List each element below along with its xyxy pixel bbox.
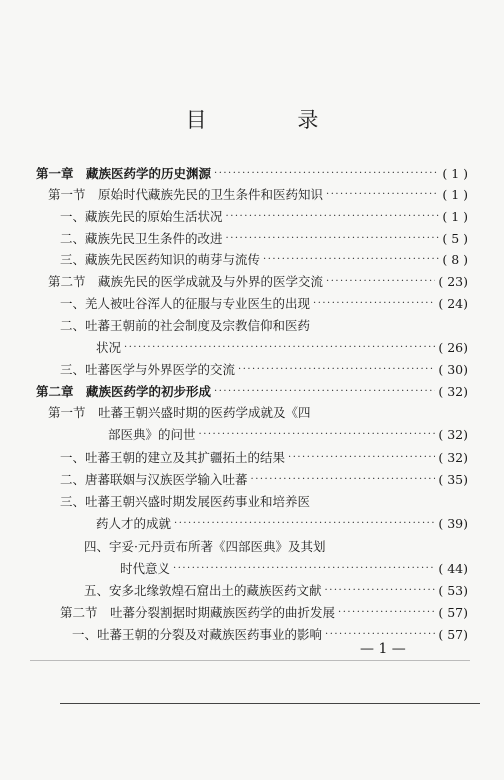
dot-leader [338, 605, 435, 621]
toc-entry [60, 231, 468, 247]
toc-entry [60, 209, 468, 225]
toc-entry-page: ( 30) [438, 362, 468, 377]
toc-entry-page: ( 44) [438, 561, 468, 576]
toc-entry-title: 时代意义 [120, 561, 171, 576]
toc-entry [84, 583, 468, 599]
dot-leader [326, 274, 435, 290]
dot-leader [288, 450, 435, 466]
dot-leader [124, 340, 435, 356]
toc-entry [48, 187, 468, 203]
dot-leader [214, 166, 439, 182]
toc-entry [96, 516, 468, 532]
dot-leader [313, 296, 435, 312]
toc-entry-title: 四、宇妥·元丹贡布所著《四部医典》及其划 [84, 539, 326, 554]
toc-entry [60, 318, 468, 334]
toc-entry [60, 494, 468, 510]
toc-entry [60, 296, 468, 312]
toc-entry [60, 472, 468, 488]
toc-entry [84, 539, 468, 555]
toc-entry-title: 第二节 吐蕃分裂割据时期藏族医药学的曲折发展 [60, 605, 336, 620]
toc-entry [72, 627, 468, 643]
dot-leader [238, 362, 435, 378]
toc-entry-page: ( 57) [438, 627, 468, 642]
dot-leader [326, 187, 439, 203]
toc-entry [108, 427, 468, 443]
toc-entry-title: 状况 [96, 340, 122, 355]
toc-entry-title: 一、藏族先民的原始生活状况 [60, 209, 223, 224]
toc-entry [48, 274, 468, 290]
toc-entry-title: 五、安多北缘敦煌石窟出土的藏族医药文献 [84, 583, 322, 598]
toc-entry-page: ( 23) [438, 274, 468, 289]
toc-entry-title: 一、吐蕃王朝的分裂及对藏族医药事业的影响 [72, 627, 323, 642]
toc-entry-title: 三、藏族先民医药知识的萌芽与流传 [60, 252, 261, 267]
scan-edge-line [60, 703, 480, 704]
toc-entry-title: 部医典》的问世 [108, 427, 196, 442]
toc-entry [60, 450, 468, 466]
dot-leader [214, 384, 435, 400]
toc-entry-page: ( 32) [438, 427, 468, 442]
toc-entry-title: 三、吐蕃医学与外界医学的交流 [60, 362, 236, 377]
dot-leader [263, 252, 439, 268]
toc-entry-page: ( 1 ) [442, 166, 468, 181]
toc-entry-page: ( 57) [438, 605, 468, 620]
toc-entry-page: ( 53) [438, 583, 468, 598]
toc-entry [60, 605, 468, 621]
toc-entry-page: ( 24) [438, 296, 468, 311]
toc-entry-title: 一、吐蕃王朝的建立及其扩疆拓土的结果 [60, 450, 286, 465]
toc-entry-page: ( 35) [438, 472, 468, 487]
toc-entry [48, 405, 468, 421]
toc-entry-title: 一、羌人被吐谷浑人的征服与专业医生的出现 [60, 296, 311, 311]
toc-entry [120, 561, 468, 577]
toc-entry-page: ( 32) [438, 384, 468, 399]
scan-edge-line [30, 660, 470, 661]
toc-entry-page: ( 26) [438, 340, 468, 355]
toc-entry-title: 第一章 藏族医药学的历史渊源 [36, 166, 212, 181]
dot-leader [199, 427, 436, 443]
toc-entry [36, 384, 468, 400]
toc-entry-title: 第一节 吐蕃王朝兴盛时期的医药学成就及《四 [48, 405, 311, 420]
toc-entry-title: 三、吐蕃王朝兴盛时期发展医药事业和培养医 [60, 494, 311, 509]
toc-entry-title: 第一节 原始时代藏族先民的卫生条件和医药知识 [48, 187, 324, 202]
dot-leader [325, 583, 436, 599]
toc-entry-title: 药人才的成就 [96, 516, 172, 531]
toc-entry-title: 二、唐蕃联姻与汉族医学输入吐蕃 [60, 472, 248, 487]
toc-entry-title: 第二章 藏族医药学的初步形成 [36, 384, 212, 399]
dot-leader [226, 231, 440, 247]
toc-entry-title: 二、藏族先民卫生条件的改进 [60, 231, 223, 246]
toc-entry [60, 252, 468, 268]
toc-entry [60, 362, 468, 378]
toc-entry-page: ( 1 ) [442, 209, 468, 224]
dot-leader [174, 516, 435, 532]
toc-entry [36, 166, 468, 182]
toc-entry [96, 340, 468, 356]
dot-leader [226, 209, 440, 225]
page-title: 目 录 [185, 108, 361, 132]
toc-entry-title: 第二节 藏族先民的医学成就及与外界的医学交流 [48, 274, 324, 289]
toc-entry-page: ( 32) [438, 450, 468, 465]
toc-entry-page: ( 8 ) [442, 252, 468, 267]
dot-leader [251, 472, 436, 488]
toc-entry-page: ( 1 ) [442, 187, 468, 202]
page-number-footer: — 1 — [360, 641, 406, 657]
toc-entry-page: ( 39) [438, 516, 468, 531]
toc-entry-page: ( 5 ) [442, 231, 468, 246]
toc-entry-title: 二、吐蕃王朝前的社会制度及宗教信仰和医药 [60, 318, 311, 333]
dot-leader [173, 561, 435, 577]
